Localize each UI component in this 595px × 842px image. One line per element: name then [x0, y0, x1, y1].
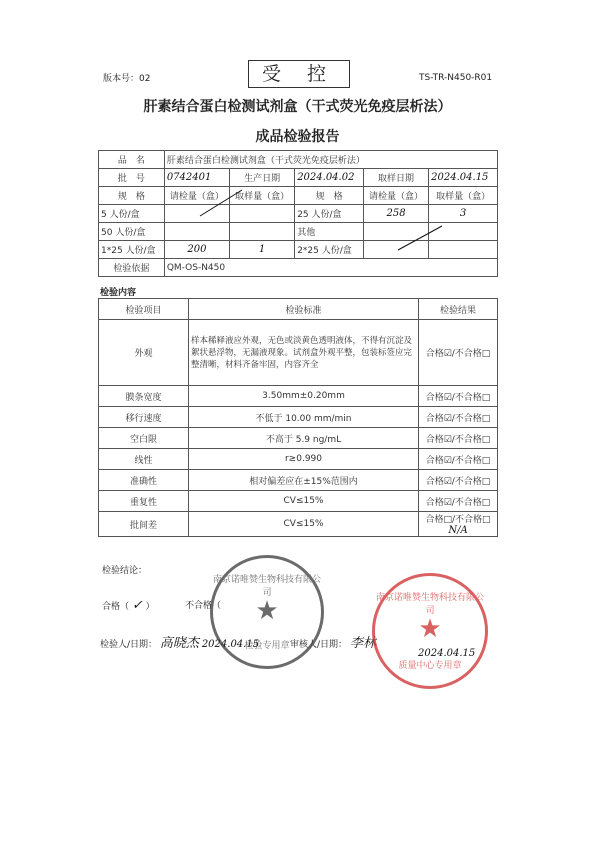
item-cell: 批间差	[99, 512, 189, 537]
basis-value: QM-OS-N450	[164, 259, 497, 277]
result-cell	[419, 512, 498, 537]
result-cell: 合格☑/不合格□	[419, 320, 498, 386]
standard-cell: CV≤15%	[189, 512, 419, 537]
document-code: TS-TR-N450-R01	[419, 73, 493, 83]
seal-company-text: 南京诺唯赞生物科技有限公司	[213, 575, 322, 598]
inspection-table	[98, 298, 498, 537]
item-cell: 外观	[99, 320, 189, 386]
strike-line	[398, 226, 442, 250]
standard-cell: 3.50mm±0.20mm	[189, 386, 419, 407]
standard-cell: 相对偏差应在±15%范围内	[189, 470, 419, 491]
seal-star-icon: ★	[255, 596, 279, 626]
sample-cell: 1	[230, 241, 295, 259]
req-qty-label: 请检量（盒）	[164, 187, 229, 205]
sample-qty-label-2: 取样量（盒）	[429, 187, 498, 205]
product-label: 品 名	[99, 151, 165, 169]
pass-check-mark: ✓	[131, 598, 143, 613]
req-qty-label-2: 请检量（盒）	[363, 187, 428, 205]
product-value: 肝素结合蛋白检测试剂盒（干式荧光免疫层析法）	[164, 151, 497, 169]
seal-sub-text: 检验专用章	[244, 641, 290, 651]
prod-date-value: 2024.04.02	[295, 169, 364, 187]
seal-sub-text: 质量中心专用章	[398, 661, 462, 671]
reviewer-date: 2024.04.15	[418, 648, 476, 659]
reviewer-label: 审核人/日期：	[290, 640, 348, 650]
result-cell: 合格☑/不合格□	[419, 449, 498, 470]
controlled-stamp: 受 控	[248, 60, 350, 88]
spec-cell: 1*25 人份/盒	[99, 241, 165, 259]
result-text: 合格□/不合格□	[425, 515, 491, 525]
standard-cell: CV≤15%	[189, 491, 419, 512]
spec2-cell: 2*25 人份/盒	[295, 241, 364, 259]
item-cell: 重复性	[99, 491, 189, 512]
batch-value: 0742401	[164, 169, 229, 187]
sample-qty-label: 取样量（盒）	[230, 187, 295, 205]
standard-cell: r≥0.990	[189, 449, 419, 470]
standard-cell: 不高于 5.9 ng/mL	[189, 428, 419, 449]
spec2-cell: 25 人份/盒	[295, 205, 364, 223]
item-cell: 准确性	[99, 470, 189, 491]
result-cell: 合格☑/不合格□	[419, 428, 498, 449]
fail-option: 不合格（	[185, 601, 222, 611]
spec-cell: 5 人份/盒	[99, 205, 165, 223]
seal-star-icon: ★	[418, 614, 442, 644]
inspection-section-title: 检验内容	[100, 288, 137, 298]
na-note: N/A	[448, 525, 468, 536]
batch-label: 批 号	[99, 169, 165, 187]
quality-seal	[372, 573, 488, 689]
req2-cell: 258	[363, 205, 428, 223]
pass-label: 合格（	[102, 602, 130, 612]
pass-close: ）	[145, 602, 155, 612]
col-header-item: 检验项目	[99, 299, 189, 320]
req-cell: 200	[164, 241, 229, 259]
item-cell: 空白限	[99, 428, 189, 449]
inspector-label: 检验人/日期：	[100, 640, 158, 650]
basis-label: 检验依据	[99, 259, 165, 277]
version-label: 版本号：02	[103, 74, 151, 84]
sample2-cell: 3	[429, 205, 498, 223]
result-cell: 合格☑/不合格□	[419, 470, 498, 491]
spec-label-2: 规 格	[295, 187, 364, 205]
report-subtitle: 成品检验报告	[255, 129, 340, 145]
standard-cell: 样本稀释液应外观，无色或淡黄色透明液体，不得有沉淀及絮状悬浮物，无漏液现象。试剂盒外观平整，包装标签应完整清晰，材料齐备牢固，内容齐全	[189, 320, 419, 386]
spec-label: 规 格	[99, 187, 165, 205]
col-header-result: 检验结果	[419, 299, 498, 320]
item-cell: 移行速度	[99, 407, 189, 428]
strike-line	[200, 190, 242, 216]
item-cell: 膜条宽度	[99, 386, 189, 407]
conclusion-label: 检验结论：	[102, 566, 148, 576]
pass-option	[102, 598, 155, 613]
spec2-cell: 其他	[295, 223, 364, 241]
result-cell: 合格☑/不合格□	[419, 407, 498, 428]
sample-date-label: 取样日期	[363, 169, 428, 187]
reviewer-signature: 李林	[349, 636, 376, 651]
prod-date-label: 生产日期	[230, 169, 295, 187]
item-cell: 线性	[99, 449, 189, 470]
seal-company-text: 南京诺唯赞生物科技有限公司	[375, 593, 484, 616]
inspection-seal	[210, 555, 324, 669]
inspector-date: 2024.04.15	[201, 639, 260, 650]
report-title: 肝素结合蛋白检测试剂盒（干式荧光免疫层析法）	[143, 99, 452, 115]
standard-cell: 不低于 10.00 mm/min	[189, 407, 419, 428]
result-cell: 合格☑/不合格□	[419, 386, 498, 407]
inspector-signature: 高晓杰	[159, 636, 199, 651]
result-cell: 合格☑/不合格□	[419, 491, 498, 512]
col-header-standard: 检验标准	[189, 299, 419, 320]
spec-cell: 50 人份/盒	[99, 223, 165, 241]
sample-date-value: 2024.04.15	[429, 169, 498, 187]
